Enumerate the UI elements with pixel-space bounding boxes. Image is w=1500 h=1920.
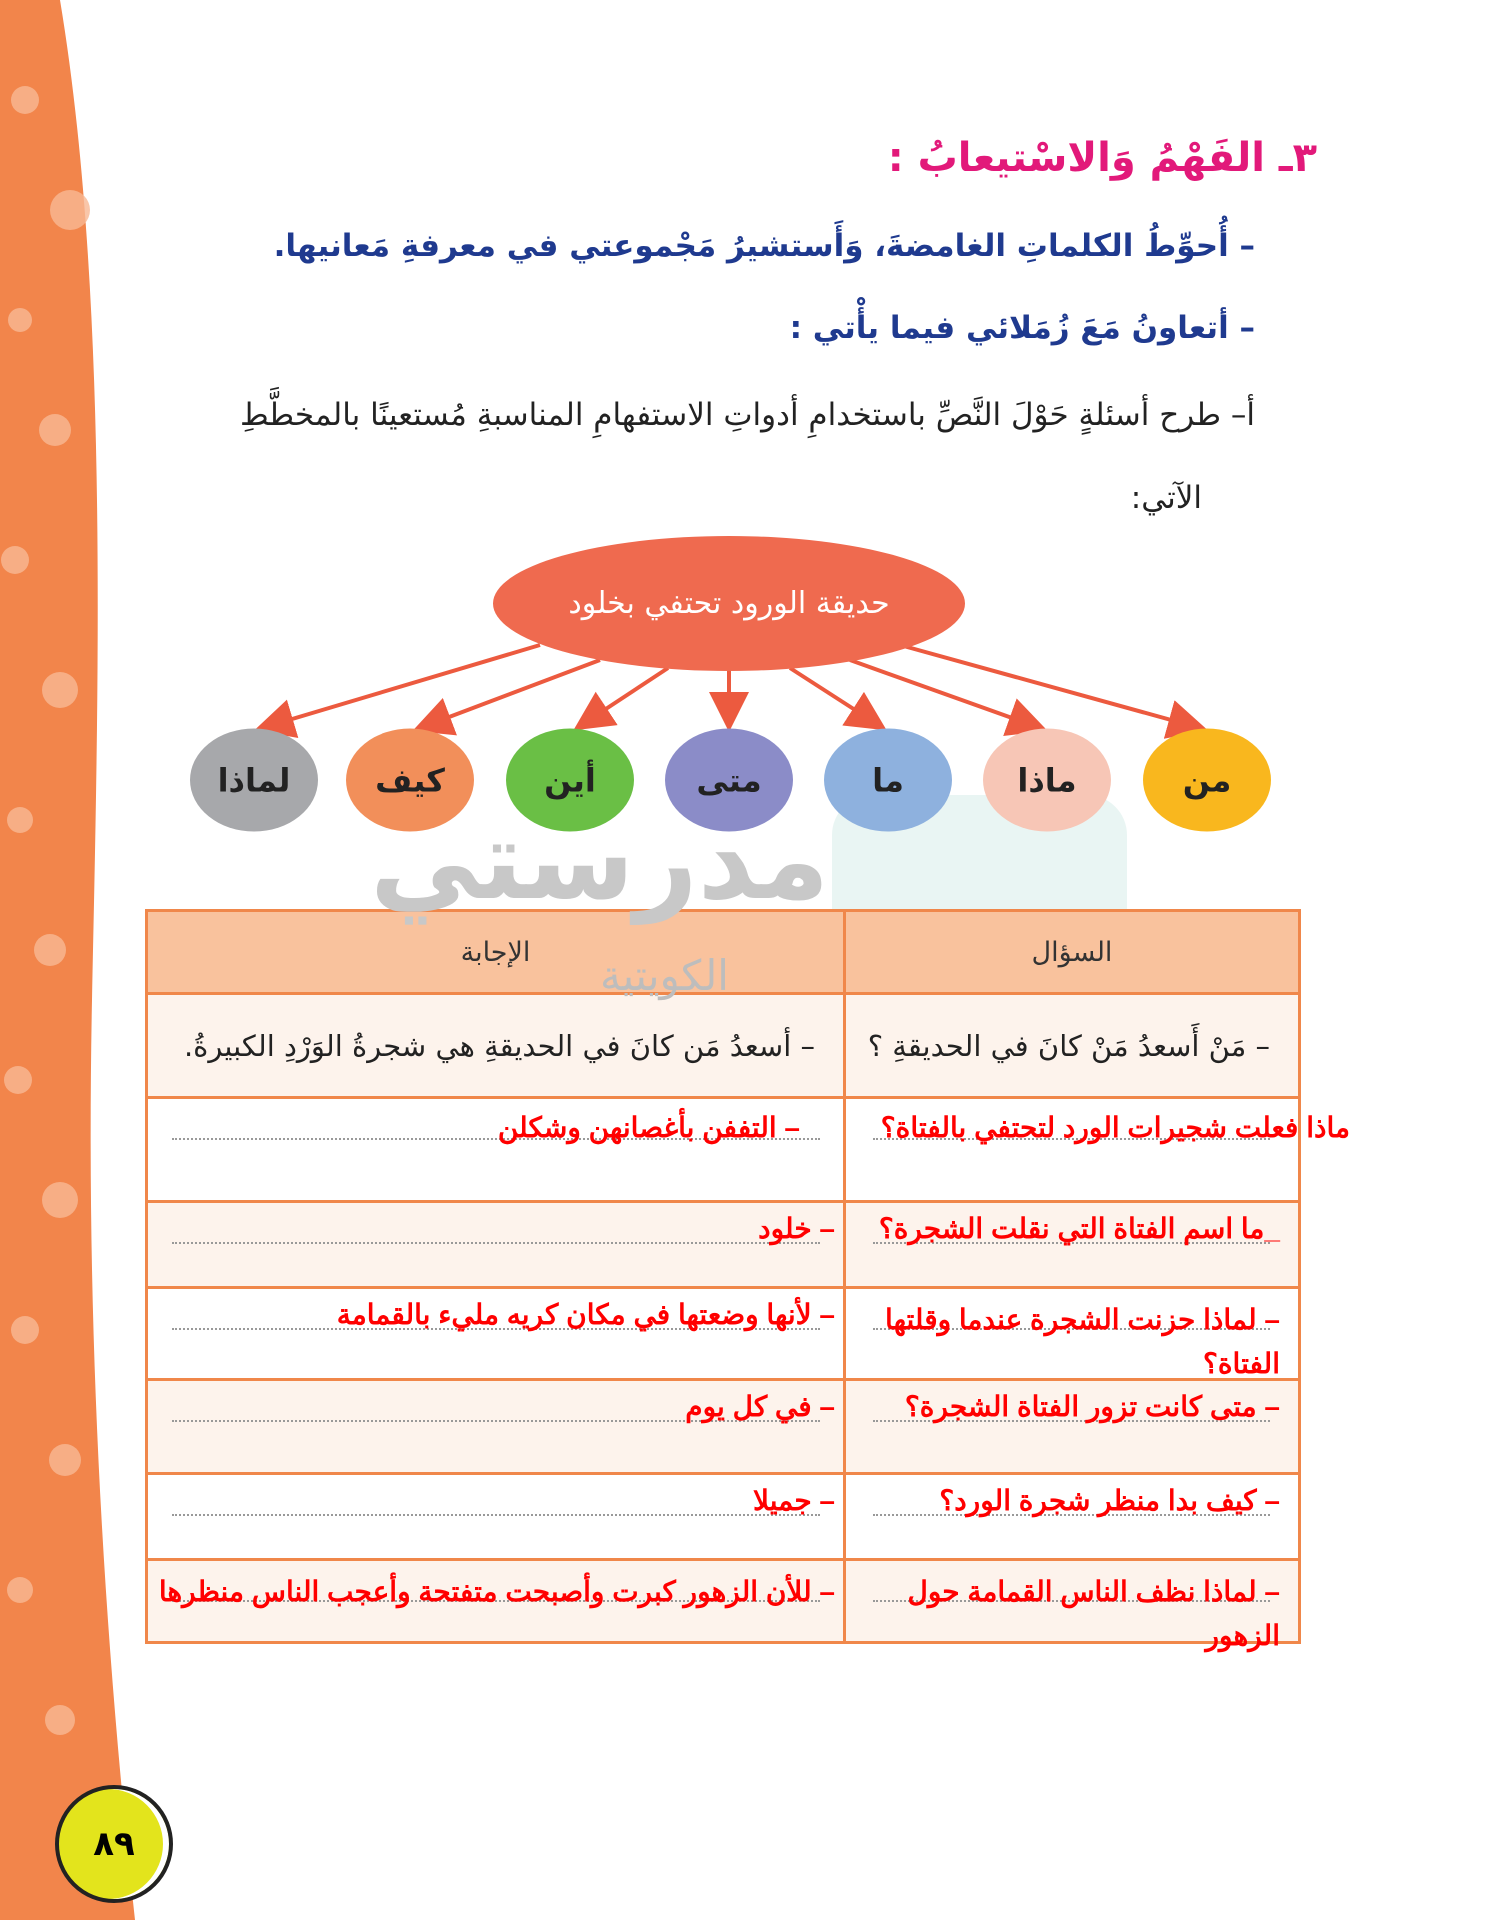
answer-text: – جميلا — [752, 1485, 835, 1516]
instruction-2: – أتعاونُ مَعَ زُمَلائي فيما يأْتي : — [789, 310, 1255, 346]
answer-text: – للأن الزهور كبرت وأصبحت متفتحة وأعجب الناس منظرها — [158, 1576, 835, 1607]
instruction-1: – أُحوِّطُ الكلماتِ الغامضةَ، وَأَستشيرُ مَجْموعتي في معرفةِ مَعانيها. — [273, 228, 1255, 264]
question-answer-text: – كيف بدا منظر شجرة الورد؟ — [939, 1485, 1280, 1516]
answer-text: – التففن بأغصانهن وشكلن — [497, 1112, 800, 1143]
questions-table — [145, 909, 1301, 1644]
section-title: ٣ـ الفَهْمُ وَالاسْتيعابُ : — [887, 135, 1317, 181]
watermark: مدرستي — [370, 796, 830, 924]
question-answer-text: ماذا فعلت شجيرات الورد لتحتفي بالفتاة؟ — [880, 1112, 1350, 1143]
question-tool-bubble: لماذا — [190, 729, 318, 832]
header-question: السؤال — [845, 911, 1300, 994]
example-answer: – أسعدُ مَن كانَ في الحديقةِ هي شجرةُ الوَرْدِ الكبيرةُ. — [183, 1028, 815, 1063]
answer-text: – في كل يوم — [685, 1391, 835, 1422]
question-answer-text: _ما اسم الفتاة التي نقلت الشجرة؟ — [878, 1213, 1280, 1244]
question-tool-bubble: كيف — [346, 729, 474, 832]
task-line-1: أ– طرح أسئلةٍ حَوْلَ النَّصِّ باستخدامِ أدواتِ الاستفهامِ المناسبةِ مُستعينًا بالمخطَّطِ — [239, 397, 1255, 433]
dotted-answer-line — [172, 1242, 820, 1244]
question-answer-text: – لماذا حزنت الشجرة عندما وقلتها الفتاة؟ — [885, 1304, 1280, 1379]
page-number: ٨٩ — [55, 1785, 173, 1903]
question-answer-text: – لماذا نظف الناس القمامة حول الزهور — [907, 1576, 1280, 1651]
dotted-answer-line — [172, 1514, 820, 1516]
header-answer: الإجابة — [147, 911, 845, 994]
answer-text: – خلود — [758, 1213, 835, 1244]
example-question: – مَنْ أَسعدُ مَنْ كانَ في الحديقةِ ؟ — [867, 1028, 1270, 1063]
question-tool-bubble: متى — [665, 729, 793, 832]
question-tool-bubble: من — [1143, 729, 1271, 832]
question-tool-bubble: ما — [824, 729, 952, 832]
watermark-sub: الكويتية — [600, 951, 729, 1000]
diagram-center-topic: حديقة الورود تحتفي بخلود — [493, 536, 965, 671]
question-tool-bubble: ماذا — [983, 729, 1111, 832]
answer-text: – لأنها وضعتها في مكان كريه مليء بالقمامة — [336, 1299, 835, 1330]
task-line-2: الآتي: — [1130, 480, 1202, 516]
question-tool-bubble: أين — [506, 729, 634, 832]
question-answer-text: – متى كانت تزور الفتاة الشجرة؟ — [904, 1391, 1280, 1422]
